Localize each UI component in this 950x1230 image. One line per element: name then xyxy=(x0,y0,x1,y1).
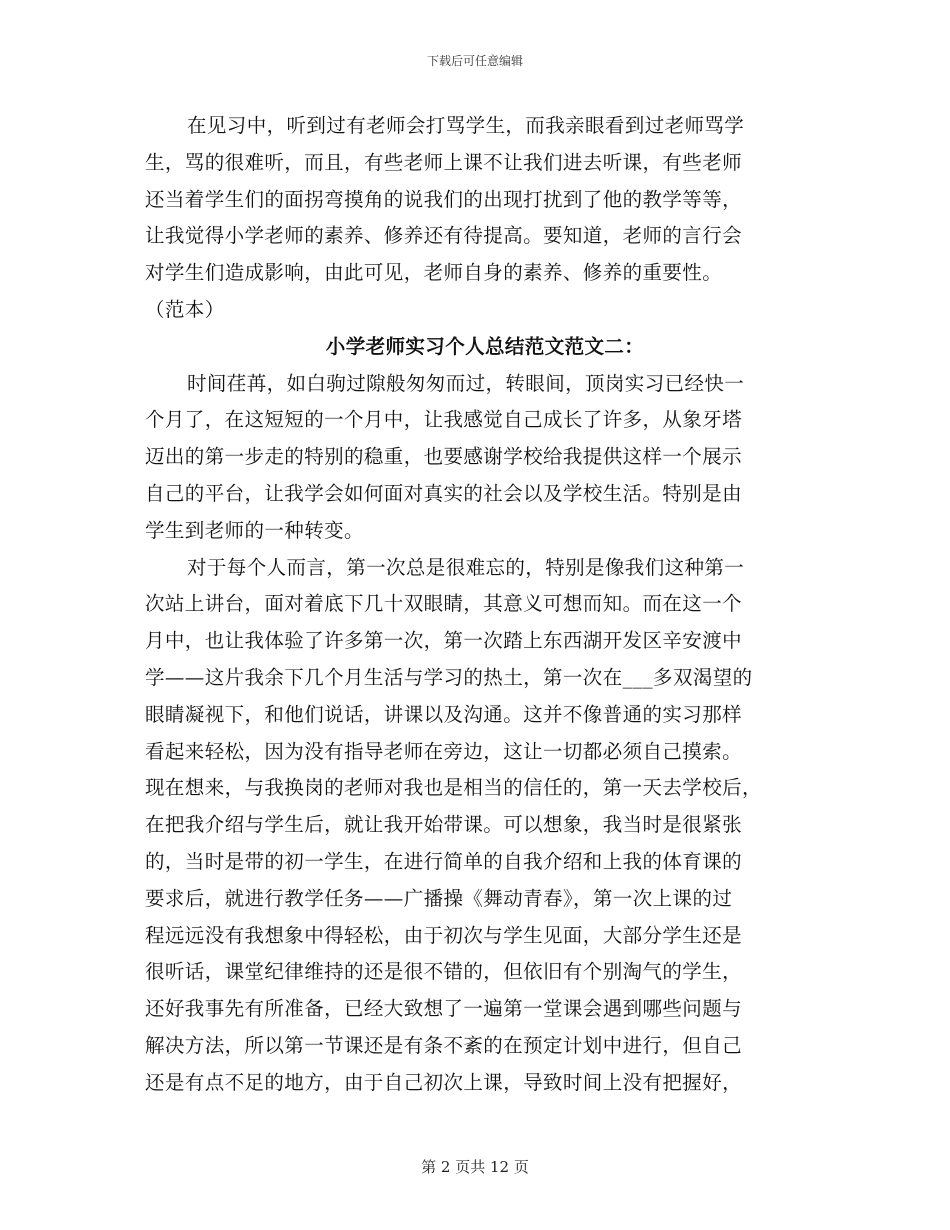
page-footer: 第 2 页共 12 页 xyxy=(421,1158,529,1176)
paragraph-3 xyxy=(145,550,805,1102)
paragraph-line: 次站上讲台，面对着底下几十双眼睛，其意义可想而知。而在这一个 xyxy=(145,592,743,616)
paragraph-line: 的，当时是带的初一学生，在进行简单的自我介绍和上我的体育课的 xyxy=(145,849,743,873)
paragraph-line: 程远远没有我想象中得轻松，由于初次与学生见面，大部分学生还是 xyxy=(145,923,743,947)
paragraph-line: 让我觉得小学老师的素养、修养还有待提高。要知道，老师的言行会 xyxy=(145,224,743,248)
paragraph-line: 很听话，课堂纪律维持的还是很不错的，但依旧有个别淘气的学生， xyxy=(145,960,743,984)
document-body xyxy=(145,108,805,1102)
paragraph-line: 生，骂的很难听，而且，有些老师上课不让我们进去听课，有些老师 xyxy=(145,150,743,174)
paragraph-line: 学生到老师的一种转变。 xyxy=(145,518,364,542)
paragraph-2 xyxy=(145,366,805,550)
paragraph-1 xyxy=(145,108,805,329)
paragraph-line: 月中，也让我体验了许多第一次，第一次踏上东西湖开发区辛安渡中 xyxy=(145,629,743,653)
paragraph-line: 学——这片我余下几个月生活与学习的热土，第一次在___多双渴望的 xyxy=(145,665,753,689)
paragraph-line: 看起来轻松，因为没有指导老师在旁边，这让一切都必须自己摸索。 xyxy=(145,739,743,763)
paragraph-line: 在把我介绍与学生后，就让我开始带课。可以想象，我当时是很紧张 xyxy=(145,813,743,837)
paragraph-line: 现在想来，与我换岗的老师对我也是相当的信任的，第一天去学校后， xyxy=(145,776,762,800)
paragraph-line: 自己的平台，让我学会如何面对真实的社会以及学校生活。特别是由 xyxy=(145,481,743,505)
paragraph-line: 对学生们造成影响，由此可见，老师自身的素养、修养的重要性。 xyxy=(145,261,723,285)
paragraph-line: 对于每个人而言，第一次总是很难忘的，特别是像我们这种第一 xyxy=(187,555,745,579)
paragraph-line: 迈出的第一步走的特别的稳重，也要感谢学校给我提供这样一个展示 xyxy=(145,445,743,469)
paragraph-line: 眼睛凝视下，和他们说话，讲课以及沟通。这并不像普通的实习那样 xyxy=(145,702,743,726)
paragraph-line: （范本） xyxy=(145,297,225,321)
paragraph-line: 解决方法，所以第一节课还是有条不紊的在预定计划中进行，但自己 xyxy=(145,1033,743,1057)
paragraph-line: 还是有点不足的地方，由于自己初次上课，导致时间上没有把握好， xyxy=(145,1070,743,1094)
paragraph-line: 在见习中，听到过有老师会打骂学生，而我亲眼看到过老师骂学 xyxy=(187,114,745,137)
paragraph-line: 个月了，在这短短的一个月中，让我感觉自己成长了许多，从象牙塔 xyxy=(145,408,743,432)
section-heading: 小学老师实习个人总结范文范文二： xyxy=(325,334,645,358)
paragraph-line: 还好我事先有所准备，已经大致想了一遍第一堂课会遇到哪些问题与 xyxy=(145,997,743,1021)
paragraph-line: 还当着学生们的面拐弯摸角的说我们的出现打扰到了他的教学等等， xyxy=(145,187,743,211)
page-header: 下载后可任意编辑 xyxy=(426,54,523,68)
paragraph-line: 时间荏苒，如白驹过隙般匆匆而过，转眼间，顶岗实习已经快一 xyxy=(187,371,745,395)
paragraph-line: 要求后，就进行教学任务——广播操《舞动青春》，第一次上课的过 xyxy=(145,886,733,910)
